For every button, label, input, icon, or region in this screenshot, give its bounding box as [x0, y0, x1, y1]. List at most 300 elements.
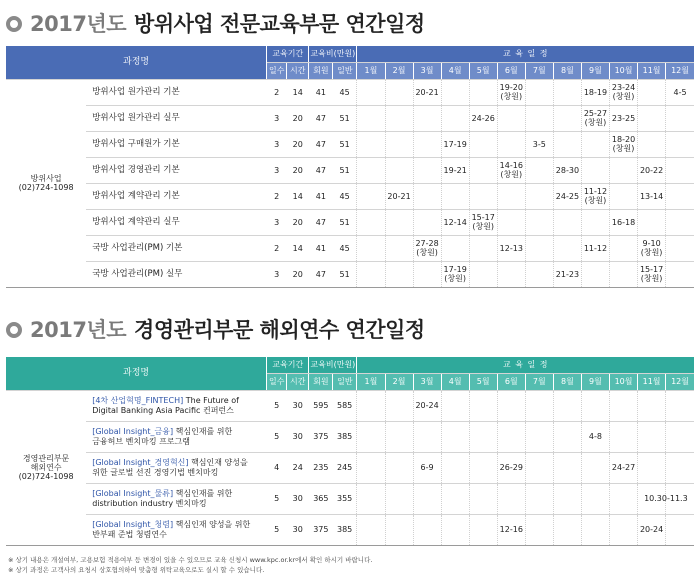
- schedule-cell-month-3: [413, 131, 441, 157]
- member-fee-header: 회원: [309, 373, 333, 390]
- schedule-cell-month-11: [638, 421, 666, 452]
- schedule-cell-month-3: [413, 421, 441, 452]
- schedule-cell-month-6: [497, 79, 525, 105]
- course-name-line1: [92, 427, 266, 437]
- schedule-cell-month-9: [581, 79, 609, 105]
- schedule-cell-month-9: [581, 483, 609, 514]
- schedule-cell-month-10: [610, 514, 638, 545]
- course-name-line1: [92, 489, 266, 499]
- schedule-cell-month-4: [441, 261, 469, 287]
- schedule-dates: 20-22: [639, 165, 664, 175]
- schedule-dates: 28-30: [555, 165, 580, 175]
- schedule-cell-month-7: [525, 131, 553, 157]
- schedule-cell-month-8: [553, 261, 581, 287]
- schedule-location: (창원): [416, 248, 438, 257]
- course-hours: 30: [287, 514, 309, 545]
- schedule-cell-month-5: [469, 157, 497, 183]
- schedule-cell-month-11: [638, 452, 666, 483]
- schedule-dates: 26-29: [499, 463, 523, 472]
- general-fee: 51: [333, 209, 357, 235]
- course-tag: [Global Insight_물류]: [92, 488, 174, 498]
- schedule-cell-month-3: [413, 390, 441, 421]
- course-name-line1: [92, 520, 266, 530]
- schedule-cell-month-2: [385, 514, 413, 545]
- course-name-line2: Digital Banking Asia Pacific 컨퍼런스: [92, 405, 234, 415]
- schedule-cell-month-10: [610, 209, 638, 235]
- general-fee: 51: [333, 157, 357, 183]
- general-fee: 51: [333, 105, 357, 131]
- schedule-cell-month-9: [581, 183, 609, 209]
- schedule-cell-month-6: [497, 390, 525, 421]
- course-name: [86, 390, 266, 421]
- schedule-cell-month-2: [385, 79, 413, 105]
- month-header-11: 11월: [638, 373, 666, 390]
- schedule-cell-month-6: [497, 483, 525, 514]
- schedule-cell-month-1: [357, 105, 385, 131]
- days-header: 일수: [267, 62, 287, 79]
- month-header-12: 12월: [666, 62, 694, 79]
- schedule-dates: 24-27: [611, 463, 636, 472]
- schedule-cell-month-2: [385, 157, 413, 183]
- schedule-cell-month-1: [357, 483, 385, 514]
- course-hours: 30: [287, 421, 309, 452]
- course-hours: 20: [287, 157, 309, 183]
- section1-heading: 방위사업 전문교육부문 연간일정: [134, 12, 425, 36]
- course-name-line2: 금융허브 벤치마킹 프로그램: [92, 436, 191, 446]
- department-name: 방위사업: [30, 174, 62, 183]
- schedule-cell-month-6: [497, 131, 525, 157]
- schedule-cell-month-9: [581, 157, 609, 183]
- schedule-dates: 17-19: [443, 265, 467, 274]
- schedule-cell-month-9: [581, 421, 609, 452]
- course-days: 5: [267, 483, 287, 514]
- schedule-dates: 12-16: [499, 525, 523, 534]
- month-header-6: 6월: [497, 62, 525, 79]
- schedule-cell-month-5: [469, 209, 497, 235]
- schedule-cell-month-10: [610, 157, 638, 183]
- course-hours: 14: [287, 79, 309, 105]
- month-header-5: 5월: [469, 62, 497, 79]
- schedule-location: (창원): [612, 144, 635, 153]
- schedule-cell-month-6: [497, 421, 525, 452]
- table-row: [6, 390, 694, 421]
- schedule-dates: 19-21: [443, 165, 467, 175]
- member-fee: 47: [309, 261, 333, 287]
- schedule-dates: 27-28: [415, 239, 439, 248]
- department-cell: [6, 390, 86, 545]
- schedule-cell-month-8: [553, 483, 581, 514]
- schedule-dates: 24-26: [471, 113, 495, 123]
- department-cell: [6, 79, 86, 287]
- schedule-dates: 18-20: [611, 135, 636, 144]
- schedule-cell-month-1: [357, 452, 385, 483]
- month-header-8: 8월: [553, 373, 581, 390]
- month-header-10: 10월: [610, 373, 638, 390]
- course-hours: 30: [287, 390, 309, 421]
- course-hours: 20: [287, 105, 309, 131]
- schedule-cell-month-12: [666, 452, 694, 483]
- schedule-dates: 25-27: [583, 109, 608, 118]
- schedule-cell-month-12: [666, 157, 694, 183]
- course-days: 5: [267, 514, 287, 545]
- course-hours: 20: [287, 209, 309, 235]
- schedule-cell-month-12: [666, 514, 694, 545]
- schedule-cell-month-6: [497, 452, 525, 483]
- schedule-dates: 15-17: [639, 265, 664, 274]
- schedule-cell-month-4: [441, 131, 469, 157]
- schedule-cell-month-12: [666, 390, 694, 421]
- schedule-cell-month-2: [385, 452, 413, 483]
- schedule-dates: 19-20: [499, 83, 523, 92]
- course-name-line2: 반부패 준법 청렴연수: [92, 529, 167, 539]
- period-header: 교육기간: [267, 46, 309, 62]
- schedule-cell-month-7: [525, 421, 553, 452]
- schedule-cell-month-10: [610, 261, 638, 287]
- month-header-4: 4월: [441, 373, 469, 390]
- course-name: 방위사업 계약관리 기본: [86, 183, 266, 209]
- member-fee: 375: [309, 514, 333, 545]
- schedule-cell-month-4: [441, 183, 469, 209]
- section1-title: [6, 8, 425, 38]
- schedule-cell-month-6: [497, 183, 525, 209]
- fee-header: 교육비(만원): [309, 46, 357, 62]
- schedule-cell-month-4: [441, 79, 469, 105]
- schedule-cell-month-12: [666, 235, 694, 261]
- table-row: [6, 261, 694, 287]
- schedule-cell-month-11: [638, 79, 666, 105]
- schedule-dates: 24-25: [555, 191, 580, 201]
- schedule-cell-month-2: [385, 105, 413, 131]
- course-name: 국방 사업관리(PM) 실무: [86, 261, 266, 287]
- course-name: 방위사업 원가관리 실무: [86, 105, 266, 131]
- schedule-dates: 4-8: [588, 432, 602, 441]
- month-header-9: 9월: [581, 62, 609, 79]
- schedule-cell-month-9: [581, 131, 609, 157]
- schedule-cell-month-5: [469, 183, 497, 209]
- table-row: [6, 131, 694, 157]
- course-days: 3: [267, 131, 287, 157]
- table-row: [6, 452, 694, 483]
- schedule-cell-month-2: [385, 390, 413, 421]
- schedule-cell-month-8: [553, 183, 581, 209]
- general-fee: 245: [333, 452, 357, 483]
- course-name-line2: distribution industry 벤치마킹: [92, 498, 207, 508]
- schedule-cell-month-4: [441, 421, 469, 452]
- schedule-cell-month-5: [469, 421, 497, 452]
- schedule-header: 교 육 일 정: [357, 46, 694, 62]
- schedule-cell-month-9: [581, 209, 609, 235]
- schedule-cell-month-1: [357, 421, 385, 452]
- month-header-8: 8월: [553, 62, 581, 79]
- schedule-cell-month-11: [638, 105, 666, 131]
- schedule-cell-month-2: [385, 209, 413, 235]
- schedule-cell-month-5: [469, 390, 497, 421]
- schedule-cell-month-8: [553, 452, 581, 483]
- course-days: 2: [267, 79, 287, 105]
- schedule-cell-month-5: [469, 131, 497, 157]
- schedule-cell-month-8: [553, 209, 581, 235]
- schedule-cell-month-3: [413, 105, 441, 131]
- course-days: 5: [267, 390, 287, 421]
- schedule-cell-month-9: [581, 514, 609, 545]
- schedule-cell-month-5: [469, 235, 497, 261]
- schedule-cell-month-4: [441, 105, 469, 131]
- schedule-dates: 12-14: [443, 217, 467, 227]
- month-header-6: 6월: [497, 373, 525, 390]
- course-hours: 14: [287, 235, 309, 261]
- member-fee: 595: [309, 390, 333, 421]
- table-row: [6, 235, 694, 261]
- table-row: [6, 79, 694, 105]
- schedule-cell-month-5: [469, 483, 497, 514]
- schedule-cell-month-2: [385, 131, 413, 157]
- schedule-cell-month-7: [525, 183, 553, 209]
- schedule-cell-month-3: [413, 183, 441, 209]
- schedule-cell-month-3: [413, 452, 441, 483]
- schedule-dates: 20-24: [415, 401, 439, 410]
- schedule-cell-month-4: [441, 452, 469, 483]
- schedule-cell-month-6: [497, 209, 525, 235]
- schedule-cell-month-1: [357, 209, 385, 235]
- schedule-cell-month-7: [525, 483, 553, 514]
- department-phone: (02)724-1098: [18, 183, 74, 192]
- schedule-cell-month-8: [553, 390, 581, 421]
- schedule-cell-month-8: [553, 514, 581, 545]
- schedule-location: (창원): [612, 92, 635, 101]
- schedule-cell-month-12: [666, 209, 694, 235]
- schedule-cell-month-7: [525, 209, 553, 235]
- member-fee: 47: [309, 157, 333, 183]
- member-fee: 41: [309, 235, 333, 261]
- schedule-cell-month-1: [357, 79, 385, 105]
- schedule-cell-month-10: [610, 105, 638, 131]
- schedule-cell-month-1: [357, 131, 385, 157]
- course-days: 5: [267, 421, 287, 452]
- month-header-5: 5월: [469, 373, 497, 390]
- schedule-cell-month-11: [638, 157, 666, 183]
- course-tag: [Global Insight_금융]: [92, 426, 174, 436]
- schedule-dates: 15-17: [471, 213, 495, 222]
- course-tag: [Global Insight_경영혁신]: [92, 457, 189, 467]
- course-days: 3: [267, 209, 287, 235]
- schedule-cell-month-6: [497, 514, 525, 545]
- schedule-cell-month-10: [610, 79, 638, 105]
- schedule-dates: 17-19: [443, 139, 467, 149]
- schedule-cell-month-4: [441, 157, 469, 183]
- member-fee: 365: [309, 483, 333, 514]
- table-row: [6, 105, 694, 131]
- course-tag: [4차 산업혁명_FINTECH]: [92, 395, 184, 405]
- schedule-cell-month-2: [385, 235, 413, 261]
- schedule-cell-month-7: [525, 514, 553, 545]
- schedule-cell-month-1: [357, 390, 385, 421]
- month-header-11: 11월: [638, 62, 666, 79]
- schedule-cell-month-4: [441, 514, 469, 545]
- schedule-cell-month-11: [638, 514, 666, 545]
- course-title: 핵심인재 양성을: [188, 457, 248, 467]
- schedule-cell-month-11: [638, 131, 666, 157]
- table-row: [6, 209, 694, 235]
- month-header-2: 2월: [385, 62, 413, 79]
- schedule-cell-month-7: [525, 157, 553, 183]
- course-name: 방위사업 원가관리 기본: [86, 79, 266, 105]
- member-fee: 47: [309, 209, 333, 235]
- schedule-cell-month-12: [666, 105, 694, 131]
- schedule-cell-month-3: [413, 209, 441, 235]
- member-fee: 47: [309, 131, 333, 157]
- schedule-location: (창원): [500, 92, 523, 101]
- hours-header: 시간: [287, 62, 309, 79]
- schedule-cell-month-9: [581, 235, 609, 261]
- schedule-dates: 3-5: [532, 139, 546, 149]
- circle-bullet-icon: [6, 16, 22, 32]
- department-name: 경영관리부문: [22, 454, 70, 463]
- section2-year: 2017년도: [30, 318, 127, 342]
- schedule-cell-month-10: [610, 452, 638, 483]
- schedule-cell-month-7: [525, 261, 553, 287]
- course-days: 2: [267, 183, 287, 209]
- schedule-cell-month-4: [441, 483, 469, 514]
- course-name-header: 과정명: [6, 357, 267, 390]
- course-hours: 30: [287, 483, 309, 514]
- schedule-cell-month-8: [553, 79, 581, 105]
- schedule-cell-month-5: [469, 79, 497, 105]
- schedule-cell-month-6: [497, 105, 525, 131]
- general-fee: 45: [333, 79, 357, 105]
- schedule-cell-month-3: [413, 157, 441, 183]
- schedule-cell-month-4: [441, 235, 469, 261]
- schedule-cell-month-8: [553, 105, 581, 131]
- schedule-cell-month-7: [525, 390, 553, 421]
- schedule-cell-month-4: [441, 390, 469, 421]
- section2-title: [6, 314, 425, 344]
- schedule-cell-month-2: [385, 421, 413, 452]
- course-name-line1: [92, 396, 266, 406]
- schedule-cell-month-10: [610, 131, 638, 157]
- schedule-dates: 11-12: [583, 243, 608, 253]
- table-row: [6, 157, 694, 183]
- schedule-cell-month-3: [413, 483, 441, 514]
- schedule-cell-month-10: [610, 483, 638, 514]
- schedule-cell-month-1: [357, 235, 385, 261]
- schedule-cell-month-2: [385, 183, 413, 209]
- table-row: [6, 421, 694, 452]
- schedule-cell-month-6: [497, 235, 525, 261]
- schedule-dates: 21-23: [555, 269, 580, 279]
- schedule-cell-month-10: [610, 183, 638, 209]
- general-fee: 385: [333, 514, 357, 545]
- course-hours: 20: [287, 261, 309, 287]
- period-header: 교육기간: [267, 357, 309, 373]
- course-name: [86, 421, 266, 452]
- schedule-cell-month-6: [497, 157, 525, 183]
- schedule-dates: 13-14: [639, 191, 664, 201]
- schedule-cell-month-10: [610, 421, 638, 452]
- table-row: [6, 483, 694, 514]
- course-name-line1: [92, 458, 266, 468]
- schedule-cell-month-1: [357, 261, 385, 287]
- schedule-cell-month-11: [638, 483, 688, 514]
- schedule-cell-month-12: [666, 183, 694, 209]
- schedule-dates: 10.30-11.3: [644, 494, 688, 503]
- schedule-cell-month-7: [525, 79, 553, 105]
- course-days: 2: [267, 235, 287, 261]
- schedule-dates: 16-18: [611, 217, 636, 227]
- schedule-cell-month-12: [666, 131, 694, 157]
- course-name-header: 과정명: [6, 46, 267, 79]
- month-header-7: 7월: [525, 373, 553, 390]
- footnote-2: ※ 상기 과정은 고객사의 요청시 상호협의하여 맞춤형 위탁교육으로도 실시 할 수 있습니다.: [8, 566, 265, 574]
- schedule-cell-month-3: [413, 79, 441, 105]
- schedule-cell-month-5: [469, 452, 497, 483]
- month-header-1: 1월: [357, 373, 385, 390]
- member-fee: 47: [309, 105, 333, 131]
- general-fee: 355: [333, 483, 357, 514]
- member-fee: 41: [309, 183, 333, 209]
- schedule-cell-month-12: [666, 79, 694, 105]
- schedule-location: (창원): [444, 274, 466, 283]
- general-fee: 585: [333, 390, 357, 421]
- general-fee: 51: [333, 131, 357, 157]
- course-name: [86, 452, 266, 483]
- month-header-2: 2월: [385, 373, 413, 390]
- schedule-cell-month-9: [581, 261, 609, 287]
- course-days: 3: [267, 105, 287, 131]
- department-subname: 해외연수: [30, 463, 62, 472]
- course-tag: [Global Insight_청렴]: [92, 519, 174, 529]
- course-name: 방위사업 구매원가 기본: [86, 131, 266, 157]
- schedule-dates: 18-19: [583, 87, 608, 97]
- course-name-line2: 위한 글로벌 선진 경영기법 벤치마킹: [92, 467, 219, 477]
- schedule-cell-month-12: [666, 261, 694, 287]
- schedule-location: (창원): [640, 248, 663, 257]
- days-header: 일수: [267, 373, 287, 390]
- month-header-4: 4월: [441, 62, 469, 79]
- course-days: 3: [267, 261, 287, 287]
- schedule-cell-month-8: [553, 235, 581, 261]
- department-phone: (02)724-1098: [18, 472, 74, 481]
- course-days: 3: [267, 157, 287, 183]
- month-header-3: 3월: [413, 373, 441, 390]
- schedule-cell-month-12: [666, 421, 694, 452]
- schedule-dates: 6-9: [420, 463, 434, 472]
- schedule-cell-month-11: [638, 235, 666, 261]
- schedule-cell-month-5: [469, 514, 497, 545]
- schedule-location: (창원): [584, 118, 607, 127]
- overseas-training-schedule-table: [6, 357, 694, 546]
- month-header-12: 12월: [666, 373, 694, 390]
- schedule-cell-month-3: [413, 514, 441, 545]
- footnote-1: ※ 상기 내용은 개설여부, 고용보험 적용여부 등 변경이 있을 수 있으므로 교육 신청시 www.kpc.or.kr에서 확인 하시기 바랍니다.: [8, 556, 373, 564]
- schedule-dates: 23-25: [611, 113, 636, 123]
- schedule-cell-month-3: [413, 235, 441, 261]
- schedule-location: (창원): [500, 170, 523, 179]
- schedule-dates: 20-24: [639, 525, 664, 534]
- schedule-cell-month-5: [469, 261, 497, 287]
- schedule-cell-month-1: [357, 157, 385, 183]
- course-days: 4: [267, 452, 287, 483]
- month-header-3: 3월: [413, 62, 441, 79]
- course-title: 핵심인재 양성을 위한: [173, 519, 251, 529]
- schedule-dates: 11-12: [583, 187, 608, 196]
- hours-header: 시간: [287, 373, 309, 390]
- fee-header: 교육비(만원): [309, 357, 357, 373]
- schedule-cell-month-7: [525, 105, 553, 131]
- schedule-cell-month-9: [581, 452, 609, 483]
- course-hours: 20: [287, 131, 309, 157]
- general-fee: 51: [333, 261, 357, 287]
- course-name: 방위사업 경영관리 기본: [86, 157, 266, 183]
